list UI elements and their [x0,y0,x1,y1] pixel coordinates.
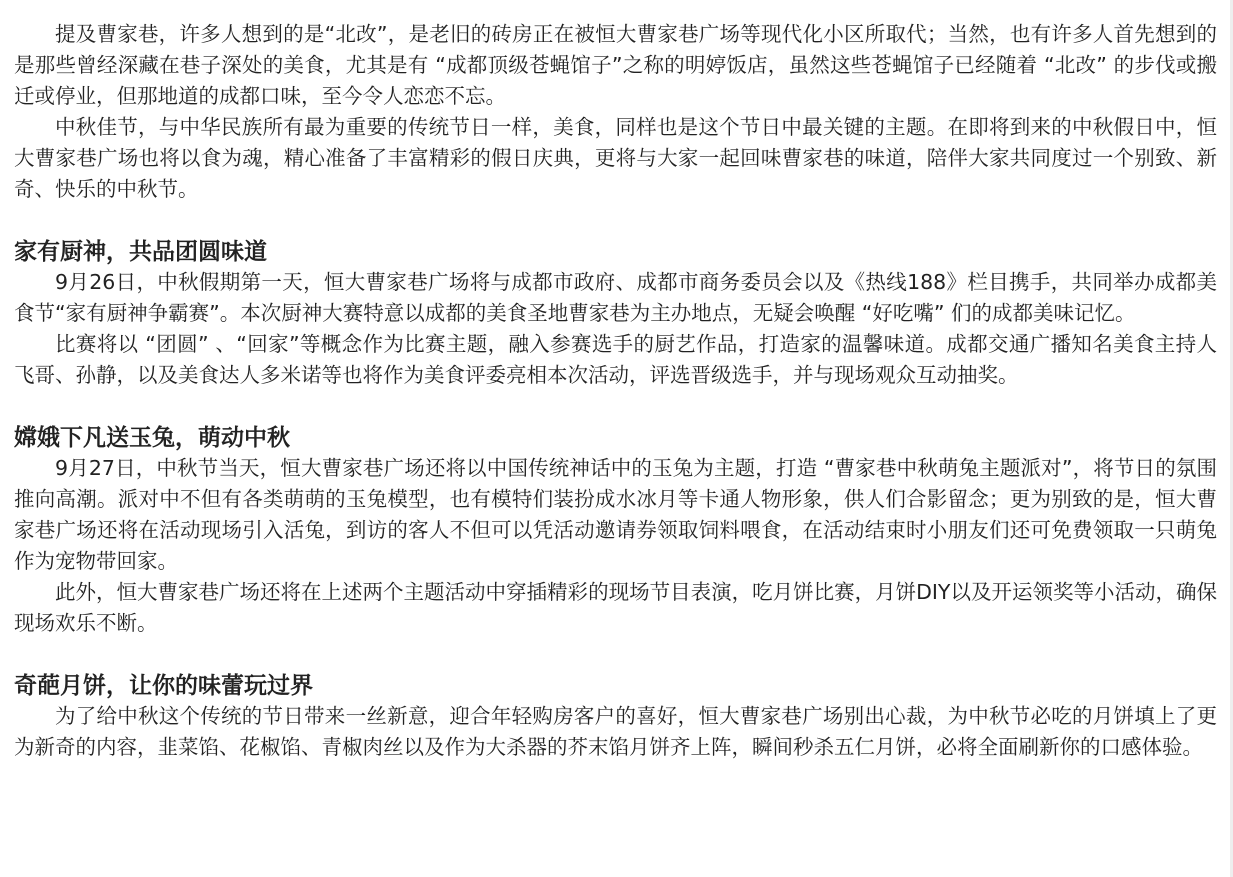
article-body [14,19,1217,763]
intro-paragraph: 中秋佳节，与中华民族所有最为重要的传统节日一样，美食，同样也是这个节日中最关键的主题。在即将到来的中秋假日中，恒大曹家巷广场也将以食为魂，精心准备了丰富精彩的假日庆典，更将与大家一起回味曹家巷的味道，陪伴大家共同度过一个别致、新奇、快乐的中秋节。 [14,115,1217,201]
section-heading: 家有厨神，共品团圆味道 [14,238,267,265]
section-heading: 奇葩月饼，让你的味蕾玩过界 [14,672,313,699]
section-paragraph: 此外，恒大曹家巷广场还将在上述两个主题活动中穿插精彩的现场节目表演，吃月饼比赛，月饼DIY以及开运领奖等小活动，确保现场欢乐不断。 [14,580,1217,635]
section-heading: 嫦娥下凡送玉兔，萌动中秋 [14,424,290,451]
section-paragraph: 9月26日，中秋假期第一天，恒大曹家巷广场将与成都市政府、成都市商务委员会以及《热线188》栏目携手，共同举办成都美食节“家有厨神争霸赛”。本次厨神大赛特意以成都的美食圣地曹家巷为主办地点，无疑会唤醒 “好吃嘴” 们的成都美味记忆。 [14,270,1217,325]
intro-paragraph: 提及曹家巷，许多人想到的是“北改”，是老旧的砖房正在被恒大曹家巷广场等现代化小区所取代；当然，也有许多人首先想到的是那些曾经深藏在巷子深处的美食，尤其是有 “成都顶级苍蝇馆子”之称的明婷饭店，虽然这些苍蝇馆子已经随着 “北改” 的步伐或搬迁或停业，但那地道的成都口味，至今令人恋恋不忘。 [14,22,1217,108]
section-paragraph: 9月27日，中秋节当天，恒大曹家巷广场还将以中国传统神话中的玉兔为主题，打造 “曹家巷中秋萌兔主题派对”，将节日的氛围推向高潮。派对中不但有各类萌萌的玉兔模型，也有模特们装扮成水冰月等卡通人物形象，供人们合影留念；更为别致的是，恒大曹家巷广场还将在活动现场引入活兔，到访的客人不但可以凭活动邀请券领取饲料喂食，在活动结束时小朋友们还可免费领取一只萌兔作为宠物带回家。 [14,456,1217,573]
section-paragraph: 为了给中秋这个传统的节日带来一丝新意，迎合年轻购房客户的喜好，恒大曹家巷广场别出心裁，为中秋节必吃的月饼填上了更为新奇的内容，韭菜馅、花椒馅、青椒肉丝以及作为大杀器的芥末馅月饼齐上阵，瞬间秒杀五仁月饼，必将全面刷新你的口感体验。 [14,704,1217,759]
section-paragraph: 比赛将以 “团圆” 、“回家”等概念作为比赛主题，融入参赛选手的厨艺作品，打造家的温馨味道。成都交通广播知名美食主持人飞哥、孙静，以及美食达人多米诺等也将作为美食评委亮相本次活动，评选晋级选手，并与现场观众互动抽奖。 [14,332,1217,387]
